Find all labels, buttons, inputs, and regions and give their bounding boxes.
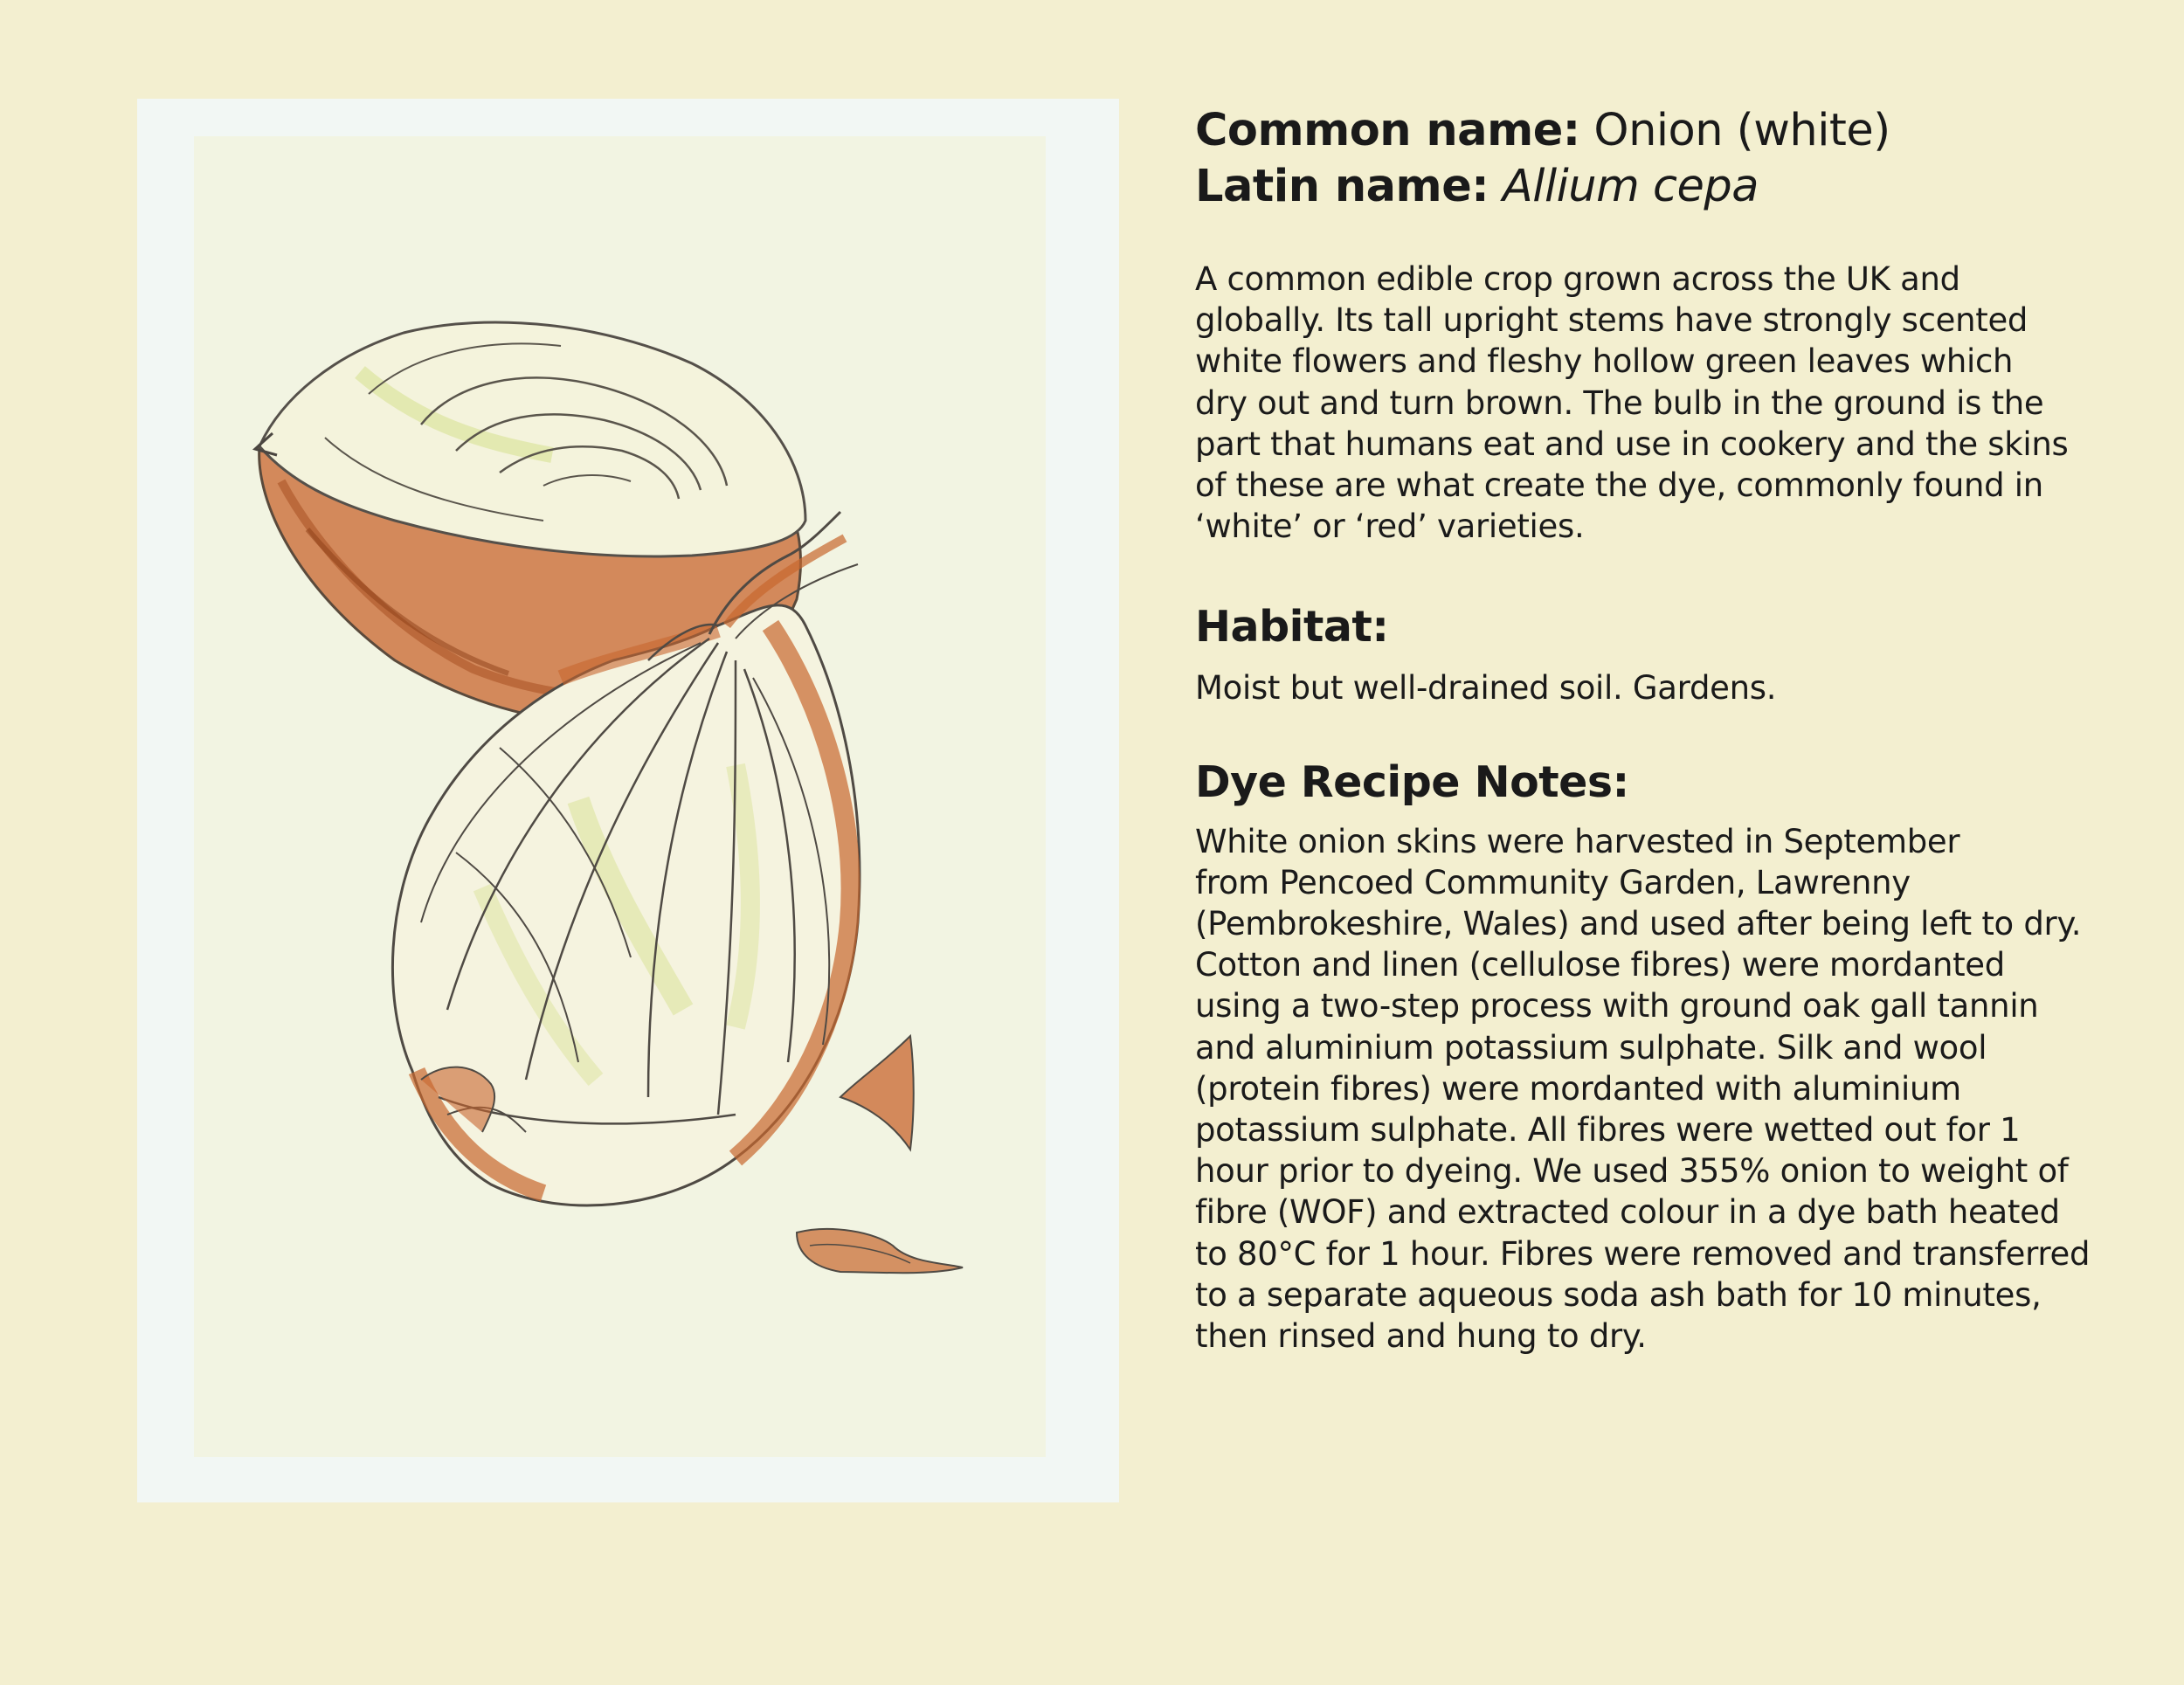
habitat-text: Moist but well-drained soil. Gardens. [1195, 669, 1777, 708]
dye-notes-heading: Dye Recipe Notes: [1195, 756, 1629, 807]
common-name-value: Onion (white) [1593, 105, 1890, 156]
illustration-paper [194, 136, 1046, 1457]
latin-name-line [1195, 159, 2121, 215]
plant-info-panel [1195, 103, 2121, 1357]
habitat-heading: Habitat: [1195, 602, 1389, 653]
common-name-label: Common name: [1195, 105, 1580, 156]
common-name-line [1195, 103, 2121, 159]
latin-name-value: Allium cepa [1502, 161, 1759, 212]
onion-illustration [194, 136, 1046, 1457]
plant-description: A common edible crop grown across the UK and globally. Its tall upright stems have strongly scented white flowers and fleshy hollow green leaves which dry out and turn brown. The bulb in the ground is the part that humans eat and use in cookery and the skins of these are what create the dye, commonly found in ‘white’ or ‘red’ varieties. [1195, 260, 2069, 546]
loose-skin-pieces [797, 1036, 963, 1273]
dye-notes-text: White onion skins were harvested in September from Pencoed Community Garden, Lawrenny (Pembrokeshire, Wales) and used after being left to dry. Cotton and linen (cellulose fibres) were mordanted using a two-step process with ground oak gall tannin and aluminium potassium sulphate. Silk and wool (protein fibres) were mordanted with aluminium potassium sulphate. All fibres were wetted out for 1 hour prior to dyeing. We used 355% onion to weight of fibre (WOF) and extracted colour in a dye bath heated to 80°C for 1 hour. Fibres were removed and transferred to a separate aqueous soda ash bath for 10 minutes, then rinsed and hung to dry. [1195, 822, 2091, 1356]
latin-name-label: Latin name: [1195, 161, 1489, 212]
illustration-frame [137, 99, 1119, 1502]
